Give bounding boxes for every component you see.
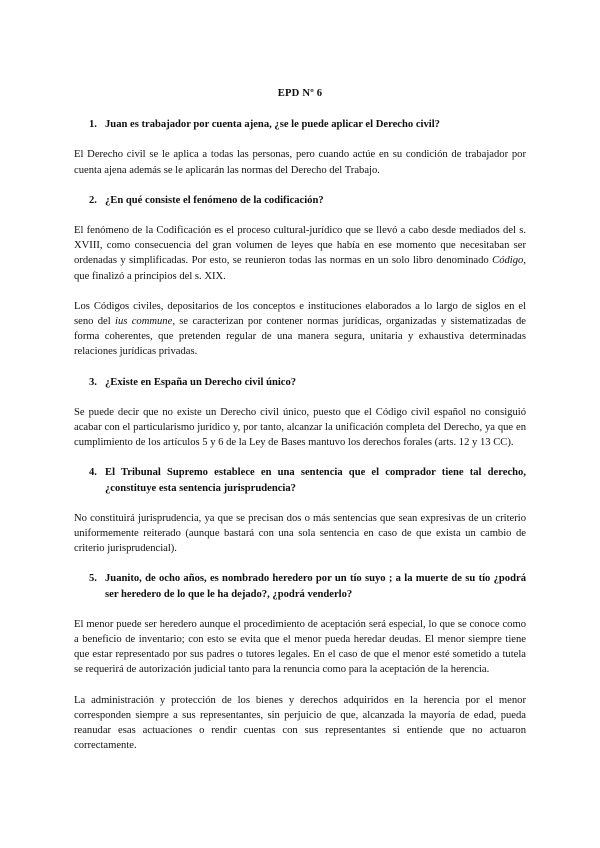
question-3 [74, 375, 526, 390]
question-2 [74, 193, 526, 208]
answer-2a-italic: Código [492, 255, 524, 267]
answer-2b-italic: ius commune [115, 316, 173, 328]
answer-2a-text-before: El fenómeno de la Codificación es el proceso cultural-jurídico que se llevó a cabo desde mediados del s. XVIII, como consecuencia del gran volumen de leyes que había en ese momento que necesitaban ser ordenadas y simplificadas. Por esto, se reunieron todas las normas en un solo libro denominado [74, 225, 526, 267]
answer-5-paragraph-2: La administración y protección de los bienes y derechos adquiridos en la herencia por el menor corresponden siempre a sus representantes, sin perjuicio de que, alcanzada la mayoría de edad, pueda reanudar esas actuaciones o rendir cuentas con sus representantes si entiende que no actuaron correctamente. [74, 694, 526, 752]
question-4 [74, 465, 526, 495]
question-2-text: ¿En qué consiste el fenómeno de la codificación? [105, 194, 324, 206]
question-4-number: 4. [89, 467, 97, 479]
answer-3: Se puede decir que no existe un Derecho civil único, puesto que el Código civil español no consiguió acabar con el particularismo jurídico y, por tanto, alcanzar la unificación completa del Derecho, ya que en cumplimiento de los artículos 5 y 6 de la Ley de Bases mantuvo los derechos forales (arts. 12 y 13 CC). [74, 406, 526, 449]
question-1 [74, 117, 526, 132]
question-5-text: Juanito, de ocho años, es nombrado heredero por un tío suyo ; a la muerte de su tío ¿podrá ser heredero de lo que le ha dejado?, ¿podrá venderlo? [105, 573, 526, 600]
question-2-number: 2. [89, 194, 97, 206]
question-4-text: El Tribunal Supremo establece en una sentencia que el comprador tiene tal derecho, ¿constituye esta sentencia jurisprudencia? [105, 467, 526, 494]
answer-4: No constituirá jurisprudencia, ya que se precisan dos o más sentencias que sean expresivas de un criterio uniformemente reiterado (aunque bastará con una sola sentencia en caso de que exista un cambio de criterio jurisprudencial). [74, 512, 526, 555]
answer-2a-text-after: , que finalizó a principios del s. XIX. [74, 255, 526, 282]
answer-5-paragraph-1: El menor puede ser heredero aunque el procedimiento de aceptación será especial, lo que se conoce como a beneficio de inventario; con esto se evita que el menor pueda heredar deudas. El menor siempre tiene que estar representado por sus padres o tutores legales. En el caso de que el menor esté sometido a tutela se requerirá de autorización judicial tanto para la renuncia como para la aceptación de la herencia. [74, 618, 526, 676]
answer-2b-text-after: , se caracterizan por contener normas jurídicas, organizadas y sistematizadas de forma coherentes, que pretenden regular de una manera segura, unitaria y exhaustiva determinadas relaciones jurídicas privadas. [74, 316, 526, 358]
question-3-text: ¿Existe en España un Derecho civil único? [105, 376, 297, 388]
question-5-number: 5. [89, 573, 97, 585]
question-5 [74, 571, 526, 601]
document-title: EPD Nº 6 [277, 88, 323, 99]
question-3-number: 3. [89, 376, 97, 388]
question-1-text: Juan es trabajador por cuenta ajena, ¿se le puede aplicar el Derecho civil? [105, 119, 440, 131]
answer-2-paragraph-2 [74, 299, 526, 360]
question-1-number: 1. [89, 119, 97, 131]
answer-2-paragraph-1 [74, 223, 526, 284]
answer-2b-text-before: Los Códigos civiles, depositarios de los conceptos e instituciones elaborados a lo largo de siglos en el seno del [74, 300, 526, 328]
answer-1: El Derecho civil se le aplica a todas las personas, pero cuando actúe en su condición de trabajador por cuenta ajena además se le aplicarán las normas del Derecho del Trabajo. [74, 149, 526, 176]
